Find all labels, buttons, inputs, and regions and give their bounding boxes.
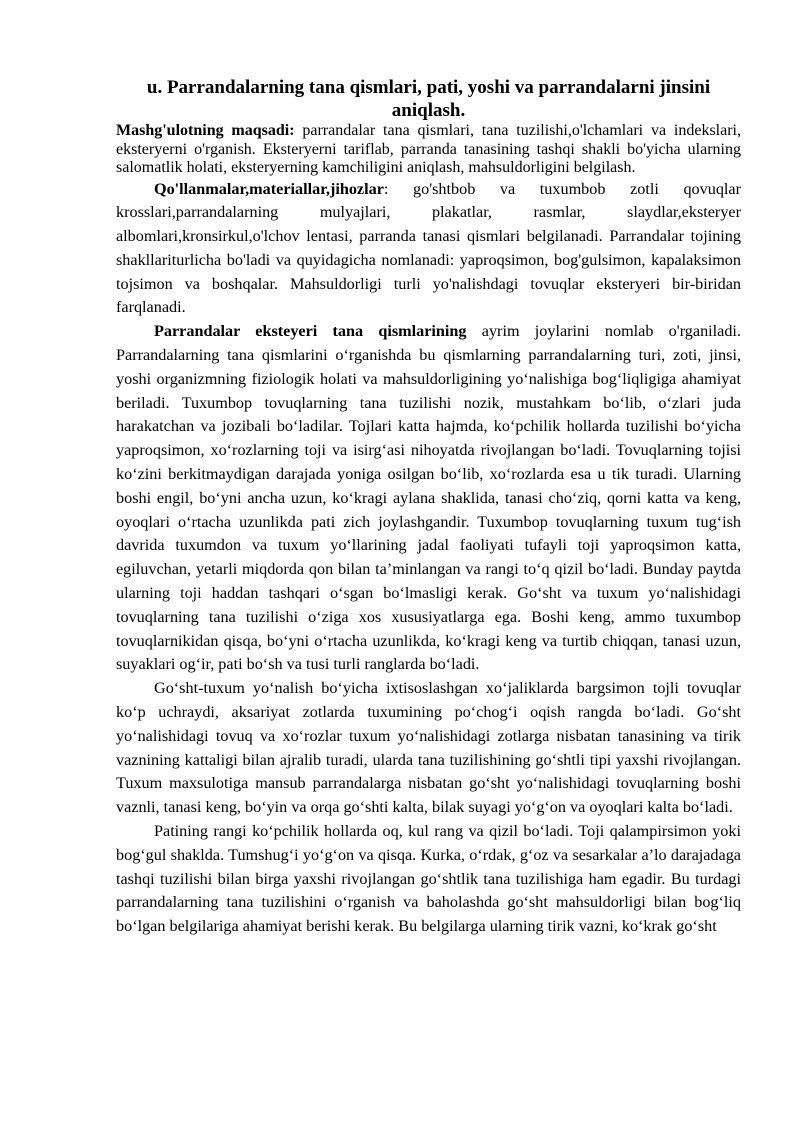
meat-egg-paragraph: Go‘sht-tuxum yo‘nalish bo‘yicha ixtisoslashgan xo‘jaliklarda bargsimon tojli tovuqlar ko‘p uchraydi, aksariyat zotlarda tuxumining po‘chog‘i oqish rangda bo‘ladi. Go‘sht yo‘nalishidagi tovuq va xo‘rozlar tuxum yo‘nalishidagi zotlarga nisbatan tanasining va tirik vaznining kattaligi bilan ajralib turadi, ularda tana tuzilishining go‘shtli tipi yaxshi rivojlangan. Tuxum maxsulotiga mansub parrandalarga nisbatan go‘sht yo‘nalishidagi tovuqlarning boshi vaznli, tanasi keng, bo‘yin va orqa go‘shti kalta, bilak suyagi yo‘g‘on va oyoqlari kalta bo‘ladi. bbox=[116, 679, 741, 817]
page-title: u. Parrandalarning tana qismlari, pati, yoshi va parrandalarni jinsini aniqlash. bbox=[146, 77, 711, 121]
body-parts-label: Parrandalar eksteyeri tana qismlarining bbox=[154, 322, 467, 341]
tools-text: : go'shtbob va tuxumbob zotli qovuqlar krosslari,parrandalarning mulyajlari, plakatlar, rasmlar, slaydlar,eksteryer albomlari,kronsirkul,o'lchov lentasi, parranda tanasi qismlari belgilanadi. Parrandalar tojining shakllariturlicha bo'ladi va quyidagicha nomlanadi: yaproqsimon, bog'gulsimon, kapalaksimon tojsimon va boshqalar. Mahsuldorligi turli yo'nalishdagi tovuqlar eksteryeri bir-biridan farqlanadi. bbox=[116, 179, 741, 317]
goal-label: Mashg'ulotning maqsadi: bbox=[116, 122, 295, 139]
tools-label: Qo'llanmalar,materiallar,jihozlar bbox=[154, 179, 384, 198]
feather-paragraph: Patining rangi ko‘pchilik hollarda oq, kul rang va qizil bo‘ladi. Toji qalampirsimon yoki bog‘gul shaklda. Tumshug‘i yo‘g‘on va qisqa. Kurka, o‘rdak, g‘oz va sesarkalar a’lo darajadaga tashqi tuzilishi bilan birga yaxshi rivojlangan go‘shtlik tana tuzilishiga ham egadir. Bu turdagi parrandalarning tana tuzilishini o‘rganish va baholashda go‘sht mahsuldorligi bilan bog‘liq bo‘lgan belgilariga ahamiyat berishi kerak. Bu belgilarga ularning tirik vazni, ko‘krak go‘sht bbox=[116, 822, 741, 936]
body-parts-paragraph bbox=[116, 320, 741, 677]
goal-paragraph bbox=[116, 122, 741, 178]
body-parts-text: ayrim joylarini nomlab o'rganiladi. Parrandalarning tana qismlarini o‘rganishda bu qismlarning parrandalarning turi, zoti, jinsi, yoshi organizmning fiziologik holati va mahsuldorligining yo‘nalishiga bog‘liqligiga ahamiyat beriladi. Tuxumbop tovuqlarning tana tuzilishi nozik, mustahkam bo‘lib, o‘zlari juda harakatchan va jozibali bo‘ladilar. Tojlari katta hajmda, ko‘pchilik hollarda tuzilishi bo‘yicha yaproqsimon, xo‘rozlarning toji va isirg‘asi nihoyatda rivojlangan bo‘ladi. Tovuqlarning tojisi ko‘zini berkitmaydigan darajada yoniga osilgan bo‘lib, xo‘rozlarda esa u tik turadi. Ularning boshi engil, bo‘yni ancha uzun, ko‘kragi aylana shaklida, tanasi cho‘ziq, qorni katta va keng, oyoqlari o‘rtacha uzunlikda pati zich joylashgandir. Tuxumbop tovuqlarning tuxum tug‘ish davrida tuxumdon va tuxum yo‘llarining jadal faoliyati tufayli toji yaproqsimon katta, egiluvchan, yetarli miqdorda qon bilan ta’minlangan va rangi to‘q qizil bo‘ladi. Bunday paytda ularning toji haddan tashqari o‘sgan bo‘lmasligi kerak. Go‘sht va tuxum yo‘nalishidagi tovuqlarning tana tuzilishi o‘ziga xos xususiyatlarga ega. Boshi keng, ammo tuxumbop tovuqlarnikidan qisqa, bo‘yni o‘rtacha uzunlikda, ko‘kragi keng va turtib chiqqan, tanasi uzun, suyaklari og‘ir, pati bo‘sh va tusi turli ranglarda bo‘ladi. bbox=[116, 322, 741, 674]
goal-text: parrandalar tana qismlari, tana tuzilishi,o'lchamlari va indekslari, eksteryerni o'rganish. Eksteryerni tariflab, parranda tanasining tashqi shakli bo'yicha ularning salomatlik holati, eksteryerning kamchiligini aniqlash, mahsuldorligini belgilash. bbox=[116, 122, 741, 176]
tools-paragraph bbox=[116, 178, 741, 321]
document-page bbox=[116, 76, 741, 939]
